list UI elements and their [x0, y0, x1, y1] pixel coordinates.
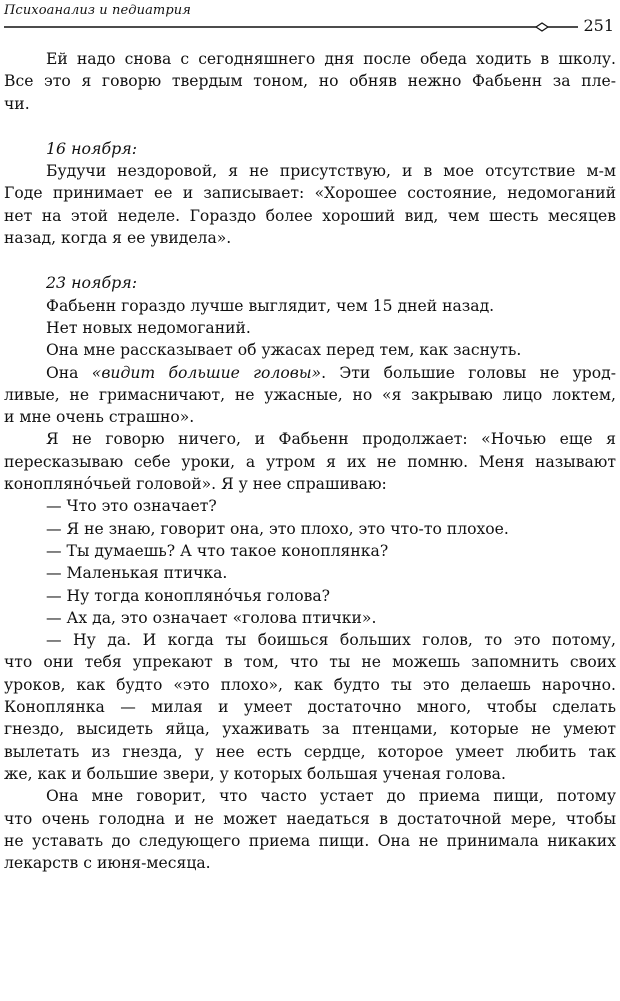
page-number: 251: [583, 16, 614, 35]
text-line: Годе принимает ее и записывает: «Хорошее состояние, недомоганий: [4, 184, 616, 203]
dialogue-line: — Ну тогда коноплянóчья голова?: [46, 586, 331, 605]
text-line: вылетать из гнезда, у нее есть сердце, которое умеет любить так: [4, 742, 616, 761]
text-line: — Ну да. И когда ты боишься больших голов, то это потому,: [46, 631, 616, 650]
text-line: пересказываю себе уроки, а утром я их не помню. Меня называют: [4, 452, 616, 471]
page-header: [4, 2, 616, 38]
section-gap: [4, 115, 616, 138]
text-line: же, как и большие звери, у которых большая ученая голова.: [4, 764, 506, 783]
text-line: не уставать до следующего приема пищи. Она не принимала никаких: [4, 831, 616, 850]
text-line: [4, 362, 616, 384]
date-heading: 23 ноября:: [46, 273, 138, 293]
text-line: Ей надо снова с сегодняшнего дня после обеда ходить в школу.: [46, 50, 616, 68]
text-line: Она мне говорит, что часто устает до приема пищи, потому: [46, 787, 616, 806]
text-line: Фабьенн гораздо лучше выглядит, чем 15 дней назад.: [46, 296, 495, 315]
dialogue-line: — Ах да, это означает «голова птички».: [46, 608, 377, 627]
text-line: ливые, не гримасничают, не ужасные, но «я закрываю лицо локтем,: [4, 385, 616, 404]
text-line: Будучи нездоровой, я не присутствую, и в мое отсутствие м-м: [46, 162, 616, 181]
date-heading: 16 ноября:: [46, 138, 138, 158]
text-line: нет на этой неделе. Гораздо более хороший вид, чем шесть месяцев: [4, 206, 616, 225]
text-line: Я не говорю ничего, и Фабьенн продолжает: «Ночью еще я: [46, 430, 616, 449]
text-line: Она мне рассказывает об ужасах перед тем, как заснуть.: [46, 341, 522, 360]
text-line: гнездо, высидеть яйца, ухаживать за птенцами, которые не умеют: [4, 720, 616, 739]
quoted-italic-phrase: «видит большие головы»: [91, 363, 322, 382]
text-line: Нет новых недомоганий.: [46, 318, 251, 337]
header-rule-ornament: [4, 20, 578, 34]
dialogue-line: — Что это означает?: [46, 497, 217, 516]
text-line: что очень голодна и не может наедаться в достаточной мере, чтобы: [4, 809, 616, 828]
section-gap: [4, 249, 616, 272]
text-line: и мне очень страшно».: [4, 408, 195, 427]
page-body: [4, 48, 616, 874]
text-line: коноплянóчьей головой». Я у нее спрашиваю:: [4, 475, 387, 494]
text-run: Она: [46, 363, 92, 382]
dialogue-line: — Маленькая птичка.: [46, 564, 228, 583]
text-line: чи.: [4, 94, 30, 113]
dialogue-line: — Ты думаешь? А что такое коноплянка?: [46, 541, 389, 560]
dialogue-line: — Я не знаю, говорит она, это плохо, это что-то плохое.: [46, 519, 509, 538]
text-line: что они тебя упрекают в том, что ты не можешь запомнить своих: [4, 653, 616, 672]
text-run: . Эти большие головы не урод-: [321, 363, 616, 382]
text-line: уроков, как будто «это плохо», как будто ты это делаешь нарочно.: [4, 675, 616, 694]
running-title: Психоанализ и педиатрия: [4, 3, 191, 18]
text-line: лекарств с июня-месяца.: [4, 854, 211, 873]
text-line: назад, когда я ее увидела».: [4, 229, 232, 248]
text-line: Все это я говорю твердым тоном, но обняв нежно Фабьенн за пле-: [4, 72, 616, 91]
text-line: Коноплянка — милая и умеет достаточно много, чтобы сделать: [4, 698, 616, 717]
